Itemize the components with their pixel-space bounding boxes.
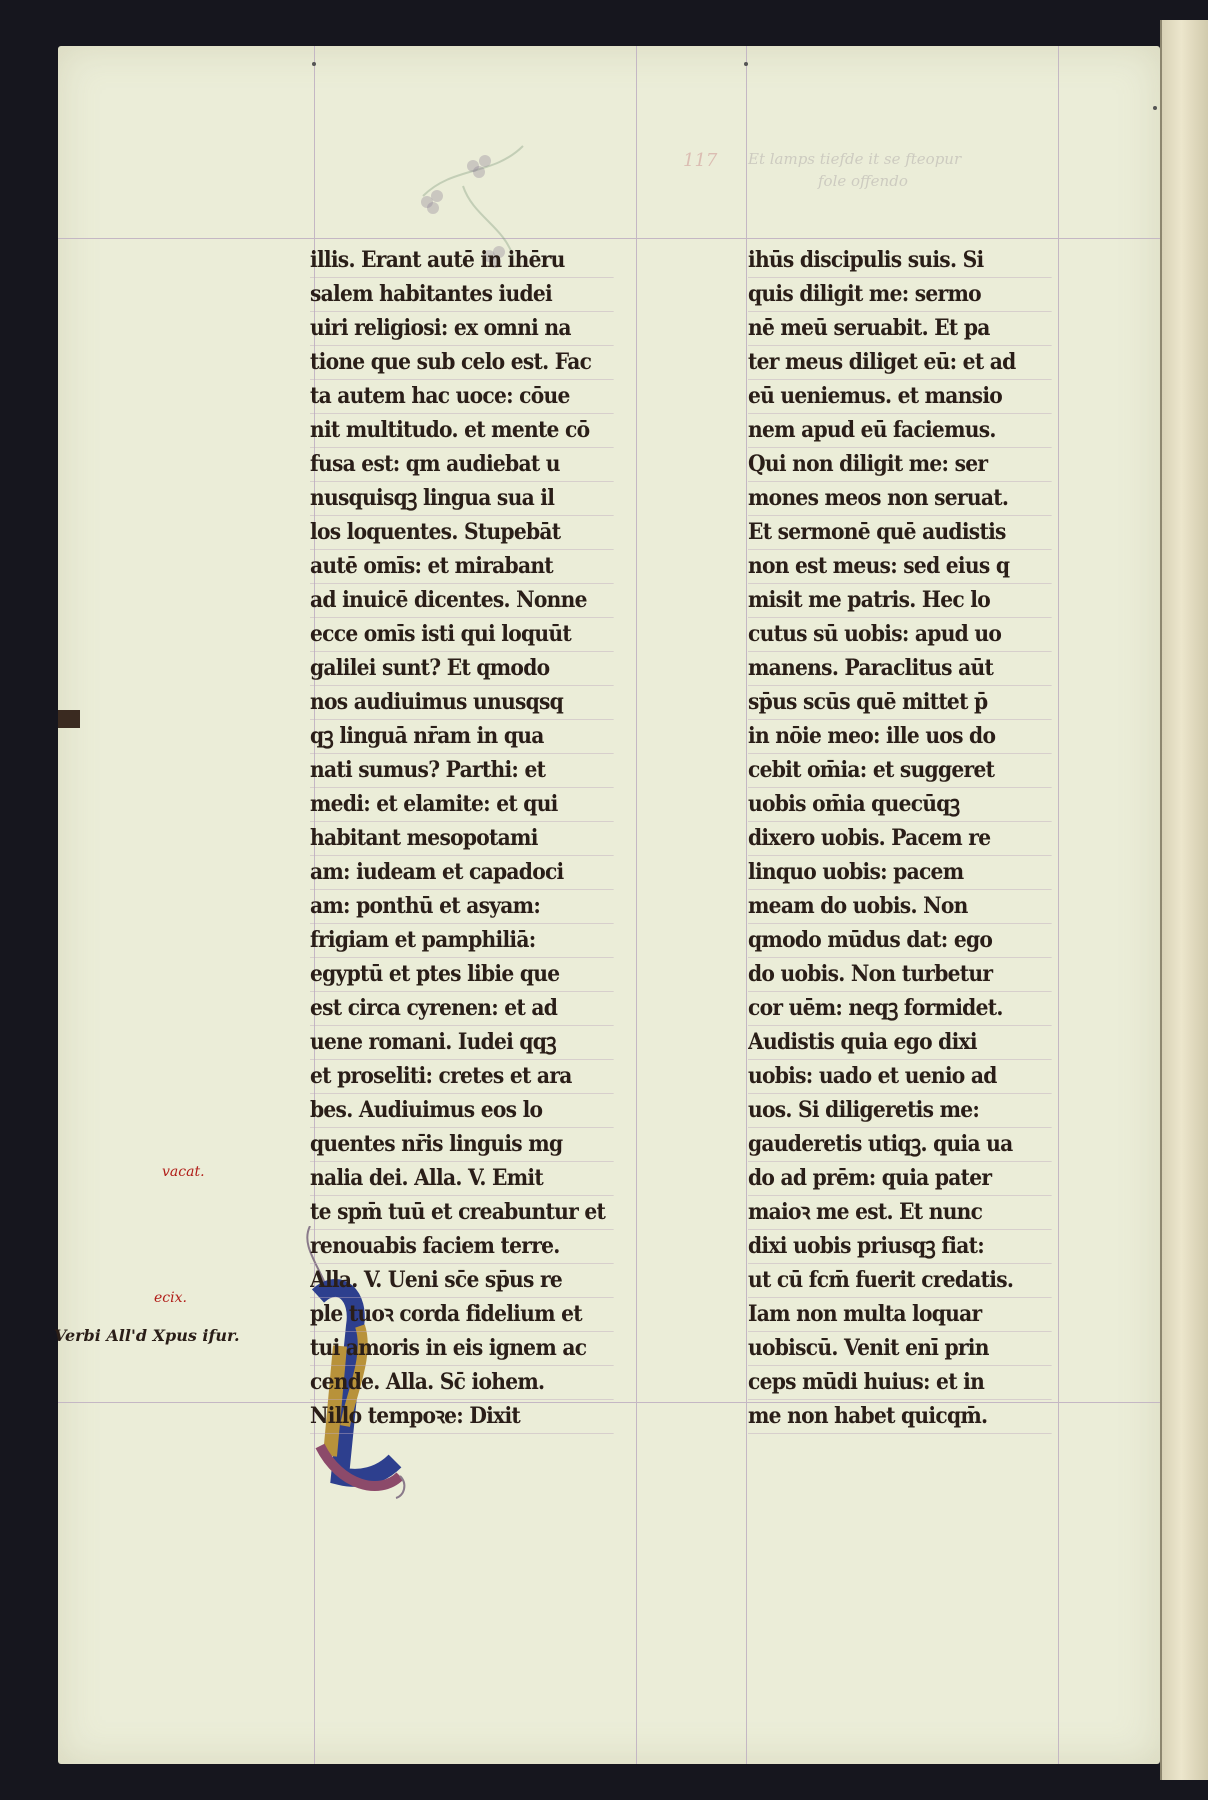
text-line: cebit om̄ia: et suggeret [748, 754, 1052, 788]
text-line: quis diligit me: sermo [748, 278, 1052, 312]
text-line: meam do uobis. Non [748, 890, 1052, 924]
text-line: ple tuoꝛ corda fidelium et [310, 1298, 614, 1332]
ruling-line [746, 46, 747, 1764]
text-line: non est meus: sed eius q [748, 550, 1052, 584]
text-line: galilei sunt? Et qmodo [310, 652, 614, 686]
text-line: me non habet quicqm̄. [748, 1400, 1052, 1434]
text-line: eū ueniemus. et mansio [748, 380, 1052, 414]
text-line: uene romani. Iudei qqꝫ [310, 1026, 614, 1060]
text-line: quentes nr̄is linguis mg [310, 1128, 614, 1162]
text-line: est circa cyrenen: et ad [310, 992, 614, 1026]
text-line: Qui non diligit me: ser [748, 448, 1052, 482]
text-line: ta autem hac uoce: cōue [310, 380, 614, 414]
text-line: nalia dei. Alla. V. Emit [310, 1162, 614, 1196]
text-line: nusquisqꝫ lingua sua il [310, 482, 614, 516]
text-line: sp̄us scūs quē mittet p̄ [748, 686, 1052, 720]
text-column-left [310, 244, 640, 1434]
text-line: ceps mūdi huius: et in [748, 1366, 1052, 1400]
text-line: manens. Paraclitus aūt [748, 652, 1052, 686]
offset-text-line: Et lamps tiefde it se fteopur [748, 150, 962, 168]
text-line: qmodo mūdus dat: ego [748, 924, 1052, 958]
margin-note-lectio: ecix. [154, 1290, 187, 1306]
text-column-right [748, 244, 1078, 1434]
text-line: nos audiuimus unusqsq [310, 686, 614, 720]
text-line: in nōie meo: ille uos do [748, 720, 1052, 754]
text-line: do ad prēm: quia pater [748, 1162, 1052, 1196]
text-line: medi: et elamite: et qui [310, 788, 614, 822]
text-line: dixero uobis. Pacem re [748, 822, 1052, 856]
text-line: ihūs discipulis suis. Si [748, 244, 1052, 278]
next-leaf-edge [1160, 20, 1208, 1780]
page-tab-marker [58, 710, 80, 728]
text-line: bes. Audiuimus eos lo [310, 1094, 614, 1128]
text-line: autē omīs: et mirabant [310, 550, 614, 584]
text-line: Audistis quia ego dixi [748, 1026, 1052, 1060]
text-line: nem apud eū faciemus. [748, 414, 1052, 448]
text-line: frigiam et pamphiliā: [310, 924, 614, 958]
text-line: cor uēm: neqꝫ formidet. [748, 992, 1052, 1026]
text-line: cutus sū uobis: apud uo [748, 618, 1052, 652]
text-line: ut cū fcm̄ fuerit credatis. [748, 1264, 1052, 1298]
text-line: cende. Alla. Sc̄ iohem. [310, 1366, 614, 1400]
text-line: nit multitudo. et mente cō [310, 414, 614, 448]
text-line: tui amoris in eis ignem ac [310, 1332, 614, 1366]
text-line: habitant mesopotami [310, 822, 614, 856]
text-line: Nillo tempoꝛe: Dixit [310, 1400, 614, 1434]
pricking-mark [312, 62, 316, 66]
text-line: qꝫ linguā nr̄am in qua [310, 720, 614, 754]
offset-folio-number: 117 [683, 150, 718, 171]
text-line: tione que sub celo est. Fac [310, 346, 614, 380]
text-line: Et sermonē quē audistis [748, 516, 1052, 550]
text-line: te spm̄ tuū et creabuntur et [310, 1196, 614, 1230]
text-line: maioꝛ me est. Et nunc [748, 1196, 1052, 1230]
text-line: nati sumus? Parthi: et [310, 754, 614, 788]
text-line: do uobis. Non turbetur [748, 958, 1052, 992]
text-line: uiri religiosi: ex omni na [310, 312, 614, 346]
text-line: ad inuicē dicentes. Nonne [310, 584, 614, 618]
text-line: et proseliti: cretes et ara [310, 1060, 614, 1094]
text-line: mones meos non seruat. [748, 482, 1052, 516]
text-line: uos. Si diligeretis me: [748, 1094, 1052, 1128]
text-line: nē meū seruabit. Et pa [748, 312, 1052, 346]
manuscript-page [54, 46, 1160, 1764]
text-line: illis. Erant autē in ihēru [310, 244, 614, 278]
text-line: Alla. V. Ueni sc̄e sp̄us re [310, 1264, 614, 1298]
text-line: renouabis faciem terre. [310, 1230, 614, 1264]
ruling-line [58, 238, 1160, 239]
text-line: am: iudeam et capadoci [310, 856, 614, 890]
text-line: salem habitantes iudei [310, 278, 614, 312]
text-line: Iam non multa loquar [748, 1298, 1052, 1332]
pricking-mark [1153, 106, 1157, 110]
text-line: misit me patris. Hec lo [748, 584, 1052, 618]
text-line: gauderetis utiqꝫ. quia ua [748, 1128, 1052, 1162]
offset-text-line: fole offendo [818, 172, 908, 190]
text-line: egyptū et ptes libie que [310, 958, 614, 992]
text-line: uobis: uado et uenio ad [748, 1060, 1052, 1094]
text-line: uobis om̄ia quecūqꝫ [748, 788, 1052, 822]
margin-note-rubric: Verbi All'd Xpus ifur. [54, 1326, 240, 1345]
text-line: dixi uobis priusqꝫ fiat: [748, 1230, 1052, 1264]
text-line: fusa est: qm audiebat u [310, 448, 614, 482]
text-line: uobiscū. Venit enī prin [748, 1332, 1052, 1366]
text-line: ecce omīs isti qui loquūt [310, 618, 614, 652]
text-line: linquo uobis: pacem [748, 856, 1052, 890]
text-line: ter meus diliget eū: et ad [748, 346, 1052, 380]
pricking-mark [744, 62, 748, 66]
text-line: am: ponthū et asyam: [310, 890, 614, 924]
text-line: los loquentes. Stupebāt [310, 516, 614, 550]
margin-note-vacat: vacat. [162, 1164, 205, 1180]
